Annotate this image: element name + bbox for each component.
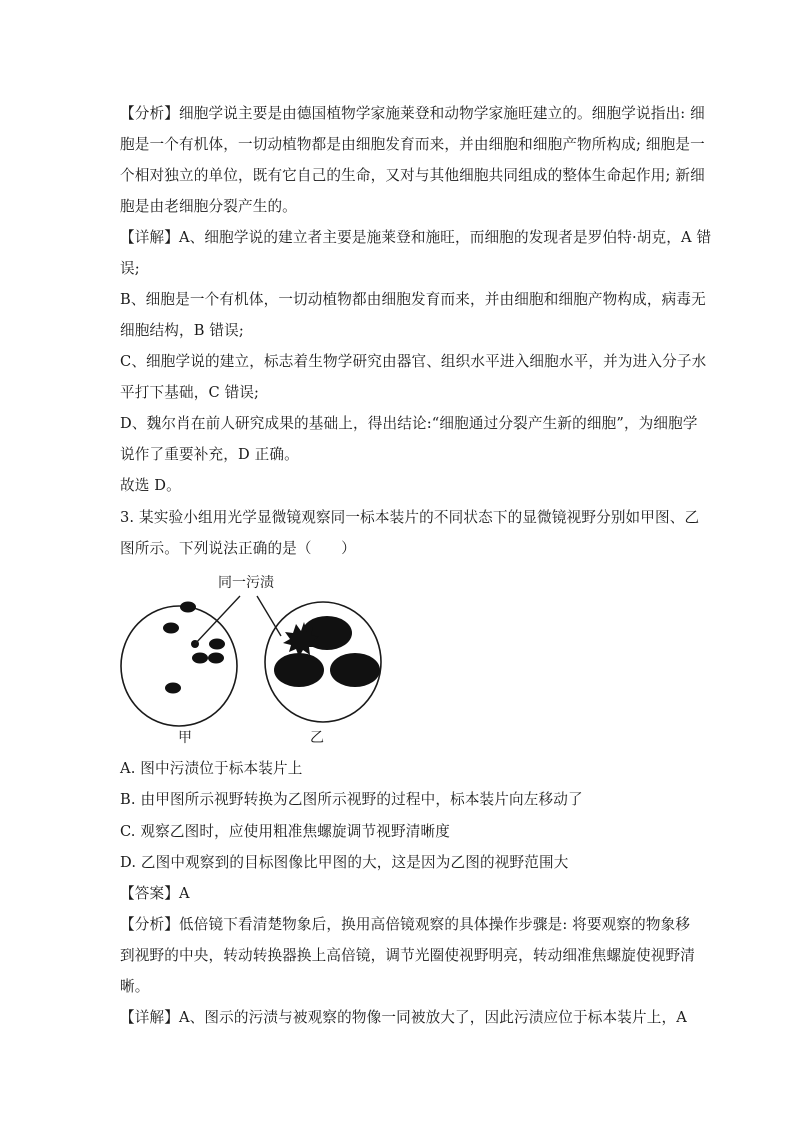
text-line: 说作了重要补充，D 正确。 bbox=[120, 446, 299, 463]
callout-line-right bbox=[257, 596, 281, 636]
text-line: 胞是由老细胞分裂产生的。 bbox=[120, 198, 297, 215]
text-line: 平打下基础，C 错误; bbox=[120, 384, 260, 401]
text-line: B、细胞是一个有机体，一切动植物都由细胞发育而来，并由细胞和细胞产物构成，病毒无 bbox=[120, 291, 706, 308]
text-line: 【分析】细胞学说主要是由德国植物学家施莱登和动物学家施旺建立的。细胞学说指出: 细 bbox=[120, 105, 705, 122]
text-line: A. 图中污渍位于标本装片上 bbox=[120, 760, 303, 777]
cell-small bbox=[192, 653, 208, 664]
cell-small bbox=[163, 623, 179, 634]
text-line: 3. 某实验小组用光学显微镜观察同一标本装片的不同状态下的显微镜视野分别如甲图、乙 bbox=[120, 509, 700, 526]
label-jia: 甲 bbox=[178, 730, 192, 746]
cell-large bbox=[274, 653, 324, 687]
text-line: 【详解】A、细胞学说的建立者主要是施莱登和施旺，而细胞的发现者是罗伯特·胡克，A 错 bbox=[120, 229, 712, 246]
text-line: D、魏尔肖在前人研究成果的基础上，得出结论:“细胞通过分裂产生新的细胞”，为细胞学 bbox=[120, 415, 698, 432]
callout-line-left bbox=[195, 596, 240, 644]
text-line: 个相对独立的单位，既有它自己的生命，又对与其他细胞共同组成的整体生命起作用; 新细 bbox=[120, 167, 705, 184]
cell-small bbox=[209, 639, 225, 650]
cell-small bbox=[208, 653, 224, 664]
text-line: B. 由甲图所示视野转换为乙图所示视野的过程中，标本装片向左移动了 bbox=[120, 791, 583, 808]
text-line: 【分析】低倍镜下看清楚物象后，换用高倍镜观察的具体操作步骤是: 将要观察的物象移 bbox=[120, 916, 691, 933]
text-line: 故选 D。 bbox=[120, 477, 181, 494]
text-line: 细胞结构，B 错误; bbox=[120, 322, 244, 339]
text-line: 图所示。下列说法正确的是（ ） bbox=[120, 540, 356, 557]
label-yi: 乙 bbox=[310, 730, 324, 746]
text-line: C. 观察乙图时，应使用粗准焦螺旋调节视野清晰度 bbox=[120, 823, 450, 840]
text-line: 胞是一个有机体，一切动植物都是由细胞发育而来，并由细胞和细胞产物所构成; 细胞是一 bbox=[120, 136, 705, 153]
text-line: 【答案】A bbox=[120, 885, 190, 902]
cell-large bbox=[330, 653, 380, 687]
field-of-view-jia bbox=[121, 606, 237, 726]
microscope-figure bbox=[118, 574, 390, 750]
text-line: C、细胞学说的建立，标志着生物学研究由器官、组织水平进入细胞水平，并为进入分子水 bbox=[120, 353, 707, 370]
cell-small bbox=[165, 683, 181, 694]
text-line: 误; bbox=[120, 260, 140, 277]
cell-small bbox=[180, 602, 196, 613]
text-line: 晰。 bbox=[120, 978, 150, 995]
text-line: 【详解】A、图示的污渍与被观察的物像一同被放大了，因此污渍应位于标本装片上，A bbox=[120, 1009, 687, 1026]
text-line: D. 乙图中观察到的目标图像比甲图的大，这是因为乙图的视野范围大 bbox=[120, 854, 569, 871]
text-line: 到视野的中央，转动转换器换上高倍镜，调节光圈使视野明亮，转动细准焦螺旋使视野清 bbox=[120, 947, 696, 964]
callout-label: 同一污渍 bbox=[218, 575, 274, 591]
